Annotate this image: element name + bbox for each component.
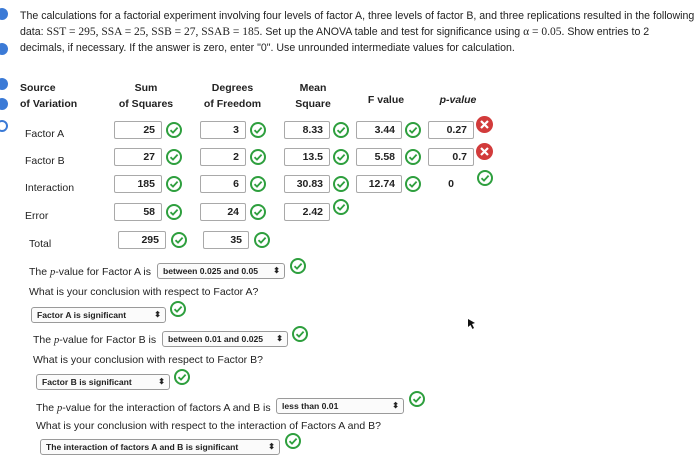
check-circle-icon [405, 176, 421, 192]
select-arrow-icon: ⬍ [276, 334, 283, 343]
row-label-interaction: Interaction [25, 182, 75, 194]
ms-input-factor-a[interactable]: 8.33 [284, 121, 330, 139]
check-circle-icon [405, 149, 421, 165]
row-label-total: Total [29, 238, 52, 250]
f-input-factor-b[interactable]: 5.58 [356, 148, 402, 166]
select-arrow-icon: ⬍ [392, 401, 399, 410]
question-conclusion-factor-a: What is your conclusion with respect to Factor A? [29, 286, 259, 298]
row-label-error: Error [25, 210, 49, 222]
ms-input-interaction[interactable]: 30.83 [284, 175, 330, 193]
select-arrow-icon: ⬍ [268, 442, 275, 451]
check-circle-icon [333, 176, 349, 192]
mouse-cursor-icon [467, 318, 477, 330]
conclusion-interaction-select[interactable]: The interaction of factors A and B is significant ⬍ [40, 439, 280, 455]
check-circle-icon [166, 122, 182, 138]
check-circle-icon [170, 301, 186, 317]
check-circle-icon [166, 204, 182, 220]
df-input-total[interactable]: 35 [203, 231, 249, 249]
problem-statement: The calculations for a factorial experiment involving four levels of factor A, three levels of factor B, and three replications resulted in the following data: SST = 295, SSA = 25, SSB = 27, SSAB = 185. Set up the ANOVA table and test for significance using α = 0.05. Show entries to 2 decimals, if necessary. If the answer is zero, enter "0". Use unrounded intermediate values for calculation. [20, 10, 695, 54]
check-circle-icon [409, 391, 425, 407]
row-label-factor-b: Factor B [25, 155, 65, 167]
p-input-interaction[interactable]: 0 [428, 175, 474, 193]
header-f-value: F value [367, 94, 405, 106]
ss-input-error[interactable]: 58 [114, 203, 162, 221]
f-input-factor-a[interactable]: 3.44 [356, 121, 402, 139]
check-circle-icon [285, 433, 301, 449]
check-circle-icon [477, 170, 493, 186]
side-bullet-icon [0, 78, 8, 90]
check-circle-icon [250, 204, 266, 220]
check-circle-icon [166, 149, 182, 165]
check-circle-icon [171, 232, 187, 248]
side-bullet-icon [0, 8, 8, 20]
check-circle-icon [292, 326, 308, 342]
df-input-factor-b[interactable]: 2 [200, 148, 246, 166]
check-circle-icon [250, 176, 266, 192]
header-degrees-of-freedom: Degrees of Freedom [203, 82, 262, 110]
row-label-factor-a: Factor A [25, 128, 65, 140]
p-value-interaction-select[interactable]: less than 0.01 ⬍ [276, 398, 404, 414]
check-circle-icon [254, 232, 270, 248]
f-input-interaction[interactable]: 12.74 [356, 175, 402, 193]
side-bullet-icon [0, 120, 8, 132]
select-arrow-icon: ⬍ [158, 377, 165, 386]
check-circle-icon [290, 258, 306, 274]
p-value-factor-b-select[interactable]: between 0.01 and 0.025 ⬍ [162, 331, 288, 347]
check-circle-icon [250, 122, 266, 138]
ss-input-total[interactable]: 295 [118, 231, 166, 249]
question-p-value-interaction: The p-value for the interaction of factors A and B is [36, 402, 271, 414]
check-circle-icon [405, 122, 421, 138]
check-circle-icon [166, 176, 182, 192]
ss-input-interaction[interactable]: 185 [114, 175, 162, 193]
df-input-interaction[interactable]: 6 [200, 175, 246, 193]
p-input-factor-a[interactable]: 0.27 [428, 121, 474, 139]
ms-input-factor-b[interactable]: 13.5 [284, 148, 330, 166]
p-value-factor-a-select[interactable]: between 0.025 and 0.05 ⬍ [157, 263, 285, 279]
check-circle-icon [174, 369, 190, 385]
side-bullet-icon [0, 98, 8, 110]
check-circle-icon [250, 149, 266, 165]
question-conclusion-factor-b: What is your conclusion with respect to Factor B? [33, 354, 263, 366]
x-circle-icon [476, 143, 493, 160]
p-input-factor-b[interactable]: 0.7 [428, 148, 474, 166]
side-bullet-icon [0, 43, 8, 55]
check-circle-icon [333, 122, 349, 138]
df-input-error[interactable]: 24 [200, 203, 246, 221]
question-p-value-factor-a: The p-value for Factor A is [29, 266, 151, 278]
question-p-value-factor-b: The p-value for Factor B is [33, 334, 157, 346]
ss-input-factor-a[interactable]: 25 [114, 121, 162, 139]
header-sum-of-squares: Sum of Squares [118, 82, 174, 110]
check-circle-icon [333, 149, 349, 165]
conclusion-factor-a-select[interactable]: Factor A is significant ⬍ [31, 307, 166, 323]
select-arrow-icon: ⬍ [273, 266, 280, 275]
ss-input-factor-b[interactable]: 27 [114, 148, 162, 166]
conclusion-factor-b-select[interactable]: Factor B is significant ⬍ [36, 374, 170, 390]
header-mean-square: Mean Square [295, 82, 331, 110]
check-circle-icon [333, 199, 349, 215]
select-arrow-icon: ⬍ [154, 310, 161, 319]
df-input-factor-a[interactable]: 3 [200, 121, 246, 139]
ms-input-error[interactable]: 2.42 [284, 203, 330, 221]
question-conclusion-interaction: What is your conclusion with respect to the interaction of Factors A and B? [36, 420, 381, 432]
header-p-value: p-value [439, 94, 477, 106]
header-source: Source of Variation [20, 82, 78, 110]
x-circle-icon [476, 116, 493, 133]
